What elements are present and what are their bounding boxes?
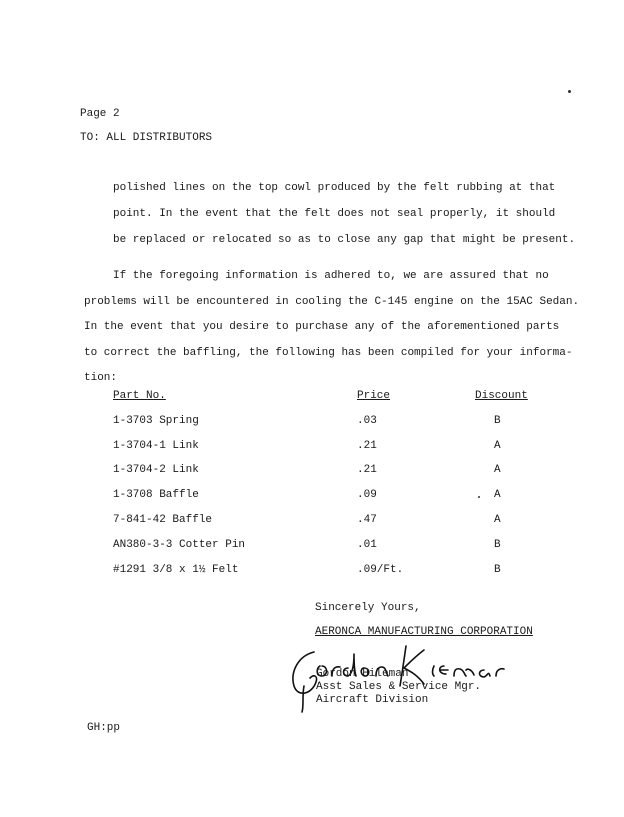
discount-cell: A xyxy=(494,439,501,452)
company-name: AERONCA MANUFACTURING CORPORATION xyxy=(315,626,533,638)
discount-cell: A xyxy=(494,464,501,477)
price-cell: .09 xyxy=(357,489,377,502)
part-number-cell: 1-3704-1 Link xyxy=(113,439,199,452)
part-number-cell: #1291 3/8 x 1½ Felt xyxy=(113,563,239,576)
discount-cell: B xyxy=(494,563,501,576)
part-number-cell: 1-3708 Baffle xyxy=(113,489,199,502)
paragraph-line: be replaced or relocated so as to close any gap that might be present. xyxy=(113,234,576,246)
page-number: Page 2 xyxy=(80,108,120,120)
paragraph-line: to correct the baffling, the following has been compiled for your informa- xyxy=(84,346,573,359)
table-row xyxy=(113,415,533,440)
discount-cell: A xyxy=(494,513,501,526)
signer-division: Aircraft Division xyxy=(316,694,429,706)
closing-salutation: Sincerely Yours, xyxy=(315,602,421,614)
header-price: Price xyxy=(357,390,391,402)
table-row xyxy=(113,489,533,514)
price-cell: .03 xyxy=(357,414,377,427)
part-number-cell: AN380-3-3 Cotter Pin xyxy=(113,538,246,551)
table-row xyxy=(113,464,533,489)
header-discount: Discount xyxy=(475,390,528,402)
paragraph-line: point. In the event that the felt does not seal properly, it should xyxy=(113,208,556,220)
table-row xyxy=(113,539,533,564)
price-cell: .21 xyxy=(357,464,377,477)
parts-price-table xyxy=(113,390,533,588)
signer-name: Gordon Hileman xyxy=(316,668,409,680)
price-cell: .21 xyxy=(357,439,377,452)
part-number-cell: 1-3704-2 Link xyxy=(113,464,199,477)
price-cell: .09/Ft. xyxy=(357,563,404,576)
scan-speck xyxy=(568,90,571,93)
paragraph-2 xyxy=(84,266,579,394)
table-header-row xyxy=(113,390,533,415)
part-number-cell: 7-841-42 Baffle xyxy=(113,513,213,526)
signature-block xyxy=(316,668,481,707)
discount-cell: B xyxy=(494,538,501,551)
paragraph-line: polished lines on the top cowl produced by the felt rubbing at that xyxy=(113,182,556,194)
price-cell: .47 xyxy=(357,513,377,526)
table-row xyxy=(113,564,533,589)
typist-initials: GH:pp xyxy=(87,722,121,734)
scan-speck xyxy=(478,496,480,498)
header-part-no: Part No. xyxy=(113,390,166,402)
paragraph-line: tion: xyxy=(84,372,118,385)
paragraph-1 xyxy=(113,178,575,256)
paragraph-line: If the foregoing information is adhered to, we are assured that no xyxy=(113,270,549,282)
discount-cell: B xyxy=(494,414,501,427)
signer-title: Asst Sales & Service Mgr. xyxy=(316,681,482,693)
paragraph-line: In the event that you desire to purchase any of the aforementioned parts xyxy=(84,321,560,334)
part-number-cell: 1-3703 Spring xyxy=(113,414,199,427)
table-row xyxy=(113,440,533,465)
recipient-line: TO: ALL DISTRIBUTORS xyxy=(80,132,213,144)
table-row xyxy=(113,514,533,539)
price-cell: .01 xyxy=(357,538,377,551)
discount-cell: A xyxy=(494,489,501,502)
paragraph-line: problems will be encountered in cooling the C-145 engine on the 15AC Sedan. xyxy=(84,295,580,308)
